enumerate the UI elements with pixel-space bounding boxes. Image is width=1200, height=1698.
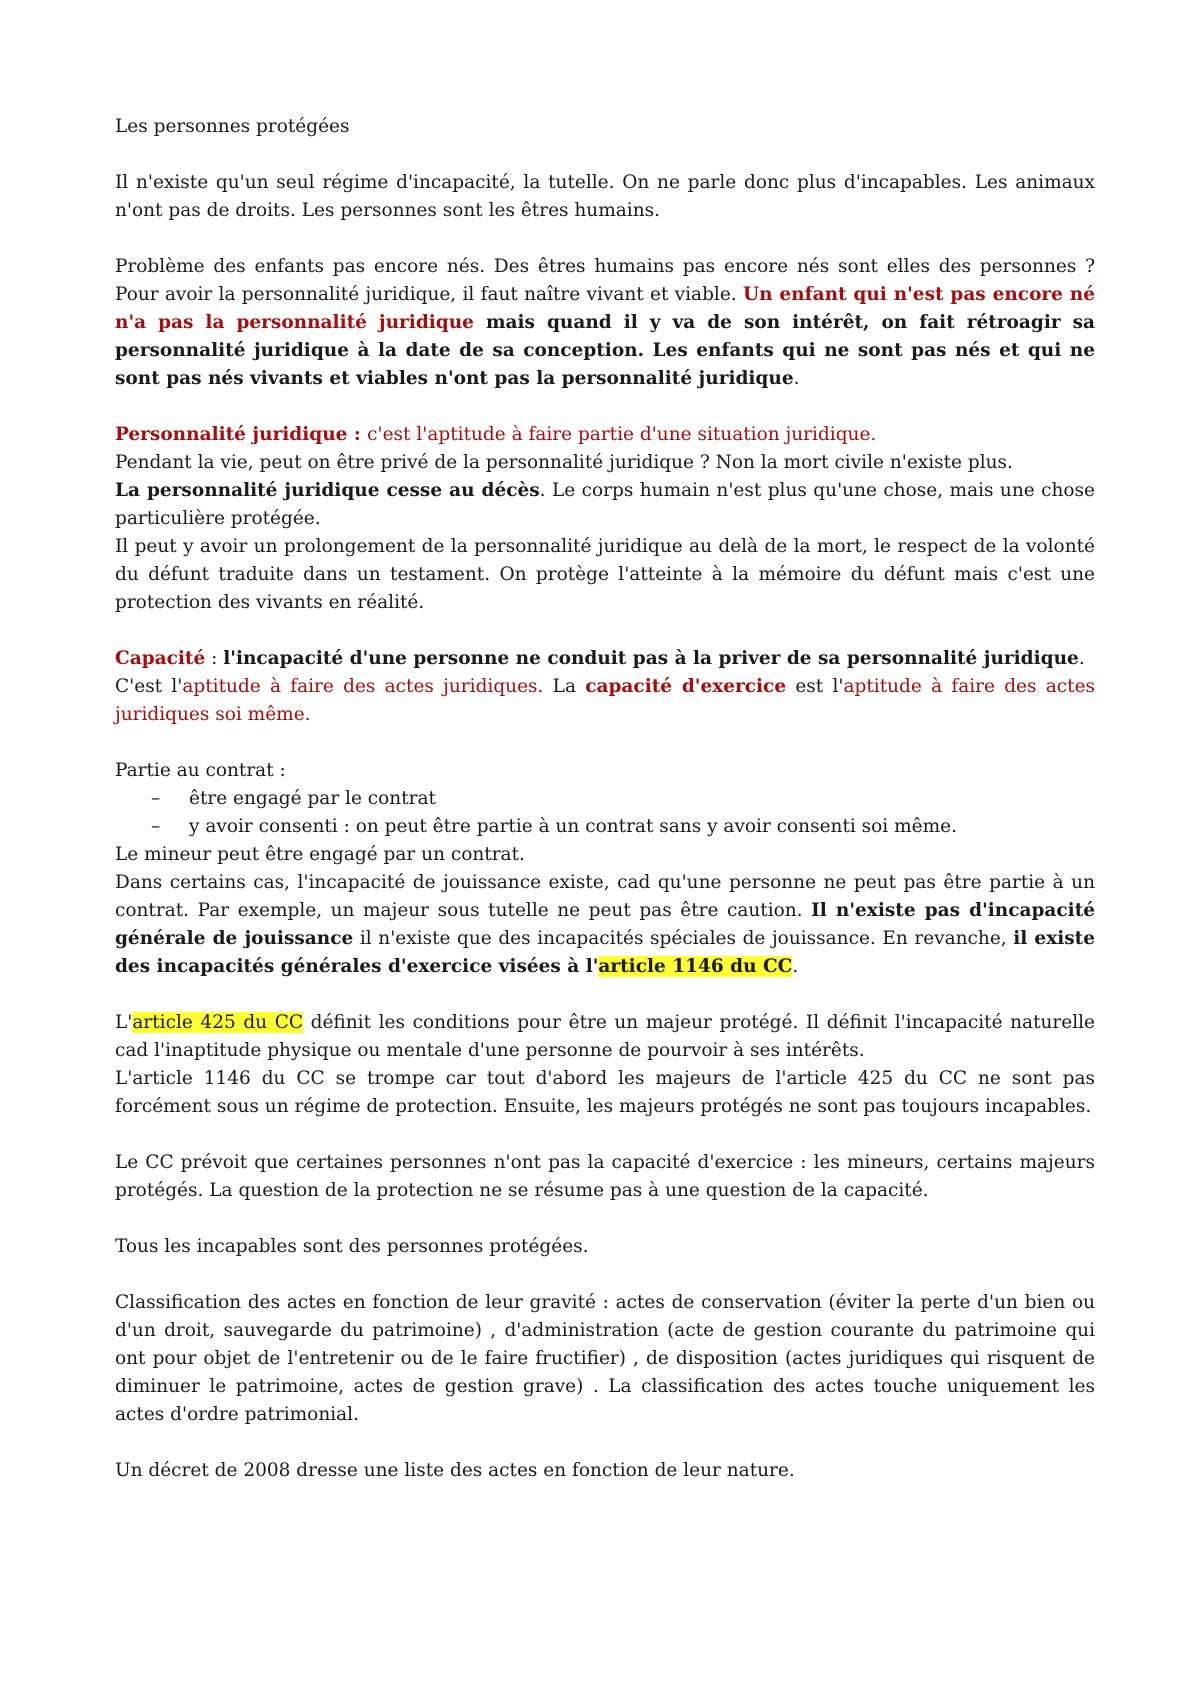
incapacite-text-b: il n'existe que des incapacités spéciales de jouissance. En revanche, [353, 928, 1014, 949]
capacite-sep: : [205, 648, 224, 669]
capacite-exercice-def: aptitude à faire des actes juridiques soi même. [115, 676, 1096, 725]
article-425-pre: L' [115, 1012, 133, 1033]
document-title: Les personnes protégées [115, 116, 350, 137]
capacite-text-c: La [543, 676, 586, 697]
contrat-list [115, 785, 1095, 841]
article-425-rest: définit les conditions pour être un majeur protégé. Il définit l'incapacité naturelle cad l'inaptitude physique ou mentale d'une personne de pourvoir à ses intérêts. [115, 1012, 1095, 1061]
enfants-text-a: Problème des enfants pas encore nés. Des êtres humains pas encore nés sont elles des personnes ? Pour avoir la personnalité juridique, il faut naître vivant et viable. [115, 256, 1095, 305]
article-1146-highlight: article 1146 du CC [598, 956, 793, 977]
personnalite-line-prolongement: Il peut y avoir un prolongement de la personnalité juridique au delà de la mort, le respect de la volonté du défunt traduite dans un testament. On protège l'atteinte à la mémoire du défunt mais c'est une protection des vivants en réalité. [115, 536, 1095, 613]
capacite-aptitude: aptitude à faire des actes juridiques. [182, 676, 544, 697]
capacite-exercice [115, 673, 1095, 729]
list-item: – y avoir consenti : on peut être partie à un contrat sans y avoir consenti soi même. [151, 813, 1095, 841]
paragraph-incapables: Tous les incapables sont des personnes protégées. [115, 1236, 589, 1257]
paragraph-regime: Il n'existe qu'un seul régime d'incapacité, la tutelle. On ne parle donc plus d'incapables. Les animaux n'ont pas de droits. Les personnes sont les êtres humains. [115, 172, 1095, 221]
article-1146-critique: L'article 1146 du CC se trompe car tout d'abord les majeurs de l'article 425 du CC ne sont pas forcément sous un régime de protection. Ensuite, les majeurs protégés ne sont pas toujours incapables. [115, 1068, 1095, 1117]
paragraph-decret: Un décret de 2008 dresse une liste des actes en fonction de leur nature. [115, 1460, 795, 1481]
capacite-text-a: C'est l' [115, 676, 183, 697]
paragraph-classification: Classification des actes en fonction de leur gravité : actes de conservation (éviter la perte d'un bien ou d'un droit, sauvegarde du patrimoine) , d'administration (acte de gestion courante du patrimoine qui ont pour objet de l'entretenir ou de le faire fructifier) , de disposition (actes juridiques qui risquent de diminuer le patrimoine, actes de gestion grave) . La classification des actes touche uniquement les actes d'ordre patrimonial. [115, 1292, 1095, 1425]
contrat-mineur: Le mineur peut être engagé par un contrat. [115, 844, 525, 865]
personnalite-line-vie: Pendant la vie, peut on être privé de la personnalité juridique ? Non la mort civile n'existe plus. [115, 452, 1013, 473]
paragraph-enfants [115, 253, 1095, 393]
enfants-end: . [793, 368, 800, 389]
enfants-emphasis-bold: mais quand il y va de son intérêt, on fait rétroagir sa personnalité juridique à la date de sa conception. Les enfants qui ne sont pas nés et qui ne sont pas nés vivants et viables n'ont pas la personnalité juridique [115, 312, 1095, 389]
article-425-highlight: article 425 du CC [132, 1012, 304, 1033]
capacite-dot: . [1078, 648, 1085, 669]
capacite-bold: l'incapacité d'une personne ne conduit pas à la priver de sa personnalité juridique [223, 648, 1079, 669]
paragraph-cc: Le CC prévoit que certaines personnes n'ont pas la capacité d'exercice : les mineurs, certains majeurs protégés. La question de la protection ne se résume pas à une question de la capacité. [115, 1152, 1095, 1201]
contrat-intro: Partie au contrat : [115, 760, 286, 781]
definition-personnalite [115, 421, 1095, 449]
incapacite-bold-a: Il n'existe pas d'incapacité générale de jouissance [115, 900, 1096, 949]
article-425 [115, 1009, 1095, 1065]
incapacite-end: . [792, 956, 799, 977]
capacite-text-e: est l' [786, 676, 844, 697]
enfants-emphasis-red: Un enfant qui n'est pas encore né n'a pas la personnalité juridique [115, 284, 1095, 333]
personnalite-deces-text: . Le corps humain n'est plus qu'une chose, mais une chose particulière protégée. [115, 480, 1095, 529]
incapacite-text-a: Dans certains cas, l'incapacité de jouissance existe, cad qu'une personne ne peut pas être partie à un contrat. Par exemple, un majeur sous tutelle ne peut pas être caution. [115, 872, 1095, 921]
personnalite-term: Personnalité juridique : [115, 424, 368, 445]
capacite-term: Capacité [115, 648, 206, 669]
personnalite-deces-bold: La personnalité juridique cesse au décès [115, 480, 540, 501]
personnalite-line-deces [115, 477, 1095, 533]
capacite-exercice-term: capacité d'exercice [585, 676, 787, 697]
contrat-incapacite [115, 869, 1095, 981]
list-item: – être engagé par le contrat [151, 785, 1095, 813]
personnalite-definition: c'est l'aptitude à faire partie d'une situation juridique. [367, 424, 877, 445]
definition-capacite [115, 645, 1095, 673]
incapacite-bold-b: il existe des incapacités générales d'exercice visées à l' [115, 928, 1095, 977]
